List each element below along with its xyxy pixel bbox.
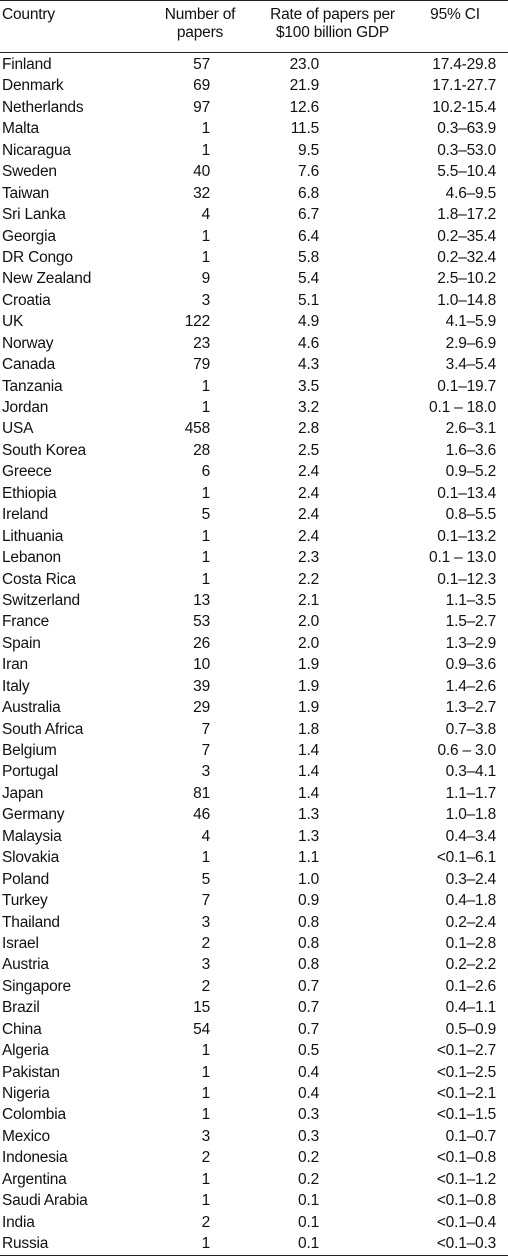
- cell-rate: 1.9: [298, 677, 319, 695]
- table-row: [0, 526, 508, 547]
- table-row: [0, 912, 508, 933]
- cell-country: Jordan: [2, 399, 49, 416]
- cell-papers: 3: [201, 291, 210, 309]
- header-country: [2, 6, 55, 24]
- cell-ci: 17.1-27.7: [432, 77, 496, 95]
- cell-country: Italy: [2, 677, 30, 695]
- cell-country: Sri Lanka: [2, 206, 66, 224]
- cell-rate: 1.3: [298, 827, 319, 845]
- cell-papers: 69: [193, 77, 210, 95]
- cell-rate: 1.4: [298, 784, 319, 802]
- cell-rate: 0.4: [298, 1063, 319, 1081]
- cell-rate: 0.7: [298, 1020, 319, 1038]
- table-row: [0, 333, 508, 354]
- cell-papers: 1: [201, 1170, 210, 1188]
- cell-ci: <0.1–0.8: [436, 1192, 496, 1210]
- table-row: [0, 783, 508, 804]
- cell-papers: 57: [193, 56, 210, 73]
- cell-papers: 1: [201, 1192, 210, 1210]
- cell-rate: 6.7: [298, 206, 319, 224]
- cell-papers: 3: [201, 956, 210, 974]
- cell-rate: 0.2: [298, 1170, 319, 1188]
- cell-country: Sweden: [2, 163, 57, 181]
- cell-rate: 6.8: [298, 184, 319, 202]
- cell-ci: 0.8–5.5: [445, 506, 496, 524]
- table-row: [0, 869, 508, 890]
- cell-country: Norway: [2, 334, 54, 352]
- cell-papers: 15: [193, 999, 210, 1017]
- table-row: [0, 1169, 508, 1190]
- cell-country: Canada: [2, 356, 56, 374]
- table-row: [0, 590, 508, 611]
- cell-ci: <0.1–6.1: [436, 849, 496, 867]
- cell-ci: 0.1–2.8: [445, 934, 496, 952]
- cell-country: Israel: [2, 934, 39, 952]
- cell-country: Russia: [2, 1235, 49, 1253]
- table-row: [0, 633, 508, 654]
- cell-rate: 11.5: [290, 120, 319, 138]
- cell-country: Greece: [2, 463, 52, 481]
- cell-papers: 32: [193, 184, 210, 202]
- cell-rate: 23.0: [289, 56, 319, 73]
- table-row: [0, 761, 508, 782]
- cell-rate: 2.4: [298, 506, 319, 524]
- cell-papers: 28: [193, 441, 210, 459]
- cell-rate: 2.0: [298, 613, 319, 631]
- cell-papers: 1: [201, 1085, 210, 1102]
- cell-ci: 0.1–0.7: [445, 1127, 496, 1145]
- cell-country: Finland: [2, 56, 52, 73]
- cell-ci: 2.9–6.9: [445, 334, 496, 352]
- cell-country: DR Congo: [2, 248, 73, 266]
- cell-rate: 7.6: [298, 163, 319, 181]
- cell-rate: 2.1: [298, 591, 319, 609]
- cell-country: Colombia: [2, 1106, 66, 1124]
- cell-ci: 4.6–9.5: [445, 184, 496, 202]
- header-rate: [245, 6, 420, 42]
- cell-papers: 53: [193, 613, 210, 631]
- cell-rate: 0.3: [298, 1127, 319, 1145]
- table-row: [0, 376, 508, 397]
- header-divider-rule: [0, 52, 508, 53]
- cell-ci: 0.9–3.6: [445, 656, 496, 674]
- table-row: [0, 1062, 508, 1083]
- cell-country: Costa Rica: [2, 570, 76, 588]
- cell-rate: 2.3: [298, 549, 319, 567]
- cell-rate: 0.7: [298, 999, 319, 1017]
- cell-papers: 7: [201, 892, 210, 910]
- cell-rate: 4.9: [298, 313, 319, 331]
- cell-ci: 0.4–3.4: [445, 827, 496, 845]
- cell-papers: 1: [201, 570, 210, 588]
- cell-papers: 1: [201, 377, 210, 395]
- cell-rate: 5.4: [298, 270, 319, 288]
- cell-rate: 2.4: [298, 527, 319, 545]
- cell-ci: 5.5–10.4: [437, 163, 496, 181]
- cell-ci: 0.2–2.2: [445, 956, 496, 974]
- cell-ci: 1.3–2.9: [445, 634, 496, 652]
- cell-ci: 0.9–5.2: [445, 463, 496, 481]
- cell-country: Switzerland: [2, 591, 80, 609]
- cell-ci: 1.1–1.7: [445, 784, 496, 802]
- table-row: [0, 97, 508, 118]
- cell-country: USA: [2, 420, 34, 438]
- cell-country: Malta: [2, 120, 39, 138]
- cell-papers: 40: [193, 163, 210, 181]
- cell-rate: 21.9: [289, 77, 319, 95]
- cell-rate: 0.2: [298, 1149, 319, 1167]
- header-ci-label: 95% CI: [430, 6, 480, 23]
- table-top-rule: [0, 0, 508, 1]
- table-row: [0, 354, 508, 375]
- cell-ci: 1.3–2.7: [445, 699, 496, 717]
- cell-country: Germany: [2, 806, 65, 824]
- cell-ci: 0.2–32.4: [437, 248, 496, 266]
- cell-country: Slovakia: [2, 849, 59, 867]
- cell-papers: 1: [201, 141, 210, 159]
- cell-papers: 3: [201, 913, 210, 931]
- cell-rate: 0.9: [298, 892, 319, 910]
- cell-country: Brazil: [2, 999, 40, 1017]
- table-row: [0, 569, 508, 590]
- cell-ci: 0.6 – 3.0: [437, 742, 496, 759]
- cell-country: Lebanon: [2, 549, 61, 567]
- table-row: [0, 418, 508, 439]
- cell-ci: 10.2-15.4: [432, 98, 496, 116]
- cell-ci: 0.3–53.0: [437, 141, 496, 159]
- cell-ci: 0.7–3.8: [445, 720, 496, 738]
- cell-ci: 0.1–19.7: [437, 377, 496, 395]
- table-row: [0, 1040, 508, 1061]
- table-row: [0, 461, 508, 482]
- table-row: [0, 397, 508, 418]
- table-row: [0, 247, 508, 268]
- cell-papers: 5: [201, 870, 210, 888]
- table-row: [0, 611, 508, 632]
- header-country-label: Country: [2, 6, 55, 23]
- cell-rate: 0.1: [298, 1192, 319, 1210]
- cell-ci: 2.5–10.2: [437, 270, 496, 288]
- cell-rate: 0.8: [298, 956, 319, 974]
- header-rate-line2: $100 billion GDP: [275, 24, 390, 41]
- cell-country: Ethiopia: [2, 484, 57, 502]
- table-row: [0, 504, 508, 525]
- cell-ci: <0.1–2.5: [436, 1063, 496, 1081]
- cell-ci: 1.4–2.6: [445, 677, 496, 695]
- cell-rate: 2.4: [298, 463, 319, 481]
- cell-rate: 1.9: [298, 656, 319, 674]
- cell-papers: 122: [184, 313, 210, 331]
- cell-ci: 0.5–0.9: [445, 1020, 496, 1038]
- cell-ci: 17.4-29.8: [432, 56, 496, 73]
- cell-country: Argentina: [2, 1170, 67, 1188]
- cell-papers: 2: [201, 1213, 210, 1231]
- cell-rate: 4.6: [298, 334, 319, 352]
- cell-country: Tanzania: [2, 377, 63, 395]
- table-row: [0, 268, 508, 289]
- cell-country: China: [2, 1020, 42, 1038]
- table-row: [0, 440, 508, 461]
- cell-papers: 1: [201, 549, 210, 567]
- cell-rate: 0.8: [298, 913, 319, 931]
- cell-papers: 3: [201, 763, 210, 781]
- table-row: [0, 826, 508, 847]
- cell-country: Singapore: [2, 977, 71, 995]
- cell-rate: 1.4: [298, 742, 319, 759]
- cell-rate: 3.2: [298, 399, 319, 416]
- cell-rate: 5.1: [298, 291, 319, 309]
- table-row: [0, 740, 508, 761]
- table-row: [0, 697, 508, 718]
- cell-papers: 1: [201, 227, 210, 245]
- cell-papers: 46: [193, 806, 210, 824]
- cell-country: Mexico: [2, 1127, 50, 1145]
- cell-papers: 6: [201, 463, 210, 481]
- cell-rate: 2.4: [298, 484, 319, 502]
- cell-rate: 1.9: [298, 699, 319, 717]
- cell-ci: 0.1 – 18.0: [429, 399, 496, 416]
- cell-country: Nicaragua: [2, 141, 71, 159]
- table-row: [0, 290, 508, 311]
- cell-rate: 6.4: [298, 227, 319, 245]
- cell-country: Poland: [2, 870, 50, 888]
- cell-ci: 0.3–63.9: [437, 120, 496, 138]
- table-row: [0, 804, 508, 825]
- table-row: [0, 483, 508, 504]
- table-row: [0, 183, 508, 204]
- cell-papers: 1: [201, 120, 210, 138]
- cell-papers: 4: [201, 206, 210, 224]
- cell-papers: 23: [193, 334, 210, 352]
- table-row: [0, 654, 508, 675]
- cell-rate: 1.4: [298, 763, 319, 781]
- cell-country: Australia: [2, 699, 61, 717]
- cell-papers: 1: [201, 1042, 210, 1060]
- cell-ci: 0.3–2.4: [445, 870, 496, 888]
- cell-country: Nigeria: [2, 1085, 50, 1102]
- cell-rate: 0.8: [298, 934, 319, 952]
- table-row: [0, 847, 508, 868]
- cell-papers: 97: [193, 98, 210, 116]
- table-row: [0, 1233, 508, 1254]
- cell-country: Ireland: [2, 506, 48, 524]
- cell-country: France: [2, 613, 50, 631]
- cell-country: Indonesia: [2, 1149, 68, 1167]
- cell-papers: 29: [193, 699, 210, 717]
- cell-country: Algeria: [2, 1042, 49, 1060]
- cell-rate: 5.8: [298, 248, 319, 266]
- table-row: [0, 54, 508, 75]
- table-row: [0, 890, 508, 911]
- header-papers-line2: papers: [176, 24, 224, 41]
- cell-papers: 54: [193, 1020, 210, 1038]
- cell-papers: 1: [201, 399, 210, 416]
- cell-ci: 1.8–17.2: [437, 206, 496, 224]
- table-row: [0, 226, 508, 247]
- cell-country: Croatia: [2, 291, 51, 309]
- table-row: [0, 1019, 508, 1040]
- cell-rate: 1.3: [298, 806, 319, 824]
- cell-papers: 39: [193, 677, 210, 695]
- table-row: [0, 204, 508, 225]
- cell-rate: 2.5: [298, 441, 319, 459]
- table-row: [0, 161, 508, 182]
- table-row: [0, 140, 508, 161]
- cell-papers: 2: [201, 934, 210, 952]
- cell-ci: <0.1–1.2: [436, 1170, 496, 1188]
- table-row: [0, 75, 508, 96]
- cell-ci: 1.5–2.7: [445, 613, 496, 631]
- cell-papers: 26: [193, 634, 210, 652]
- cell-ci: <0.1–2.7: [436, 1042, 496, 1060]
- cell-country: Japan: [2, 784, 44, 802]
- cell-ci: <0.1–2.1: [436, 1085, 496, 1102]
- table-row: [0, 311, 508, 332]
- cell-ci: 0.1–13.4: [437, 484, 496, 502]
- cell-ci: 0.4–1.8: [445, 892, 496, 910]
- cell-papers: 5: [201, 506, 210, 524]
- cell-country: New Zealand: [2, 270, 92, 288]
- cell-country: Portugal: [2, 763, 59, 781]
- table-row: [0, 676, 508, 697]
- cell-ci: 0.1–13.2: [437, 527, 496, 545]
- cell-country: Saudi Arabia: [2, 1192, 88, 1210]
- cell-papers: 1: [201, 484, 210, 502]
- cell-rate: 0.1: [298, 1213, 319, 1231]
- cell-papers: 2: [201, 1149, 210, 1167]
- cell-country: Spain: [2, 634, 41, 652]
- table-body: [0, 54, 508, 1255]
- cell-rate: 9.5: [298, 141, 319, 159]
- cell-papers: 10: [193, 656, 210, 674]
- header-papers-line1: Number of: [164, 6, 236, 23]
- cell-papers: 7: [201, 742, 210, 759]
- cell-papers: 1: [201, 248, 210, 266]
- table-row: [0, 1104, 508, 1125]
- cell-ci: <0.1–0.4: [436, 1213, 496, 1231]
- cell-ci: 0.4–1.1: [445, 999, 496, 1017]
- cell-country: Thailand: [2, 913, 60, 931]
- cell-country: Georgia: [2, 227, 56, 245]
- cell-country: UK: [2, 313, 24, 331]
- cell-ci: <0.1–0.8: [436, 1149, 496, 1167]
- cell-papers: 1: [201, 1106, 210, 1124]
- table-row: [0, 997, 508, 1018]
- cell-ci: 0.1–12.3: [437, 570, 496, 588]
- cell-ci: 4.1–5.9: [445, 313, 496, 331]
- cell-ci: 1.0–14.8: [437, 291, 496, 309]
- cell-rate: 0.1: [298, 1235, 319, 1253]
- cell-papers: 2: [201, 977, 210, 995]
- cell-rate: 0.3: [298, 1106, 319, 1124]
- cell-papers: 3: [201, 1127, 210, 1145]
- table-row: [0, 1212, 508, 1233]
- cell-ci: <0.1–0.3: [436, 1235, 496, 1253]
- header-rate-line1: Rate of papers per: [270, 6, 395, 23]
- cell-papers: 4: [201, 827, 210, 845]
- cell-rate: 2.8: [298, 420, 319, 438]
- cell-rate: 2.0: [298, 634, 319, 652]
- cell-country: India: [2, 1213, 35, 1231]
- cell-papers: 1: [201, 1235, 210, 1253]
- cell-country: South Korea: [2, 441, 86, 459]
- cell-country: Lithuania: [2, 527, 64, 545]
- cell-country: South Africa: [2, 720, 84, 738]
- table-row: [0, 1190, 508, 1211]
- header-ci: [405, 6, 505, 24]
- cell-papers: 81: [193, 784, 210, 802]
- cell-rate: 1.1: [298, 849, 319, 867]
- table-row: [0, 976, 508, 997]
- cell-country: Pakistan: [2, 1063, 60, 1081]
- cell-papers: 1: [201, 527, 210, 545]
- cell-rate: 3.5: [298, 377, 319, 395]
- cell-papers: 458: [184, 420, 210, 438]
- cell-country: Turkey: [2, 892, 48, 910]
- cell-ci: 0.1–2.6: [445, 977, 496, 995]
- cell-country: Belgium: [2, 742, 57, 759]
- cell-ci: 0.2–35.4: [437, 227, 496, 245]
- cell-papers: 13: [193, 591, 210, 609]
- cell-rate: 12.6: [289, 98, 319, 116]
- cell-papers: 1: [201, 1063, 210, 1081]
- cell-ci: <0.1–1.5: [436, 1106, 496, 1124]
- cell-ci: 1.6–3.6: [445, 441, 496, 459]
- cell-rate: 1.0: [298, 870, 319, 888]
- cell-rate: 1.8: [298, 720, 319, 738]
- cell-country: Taiwan: [2, 184, 50, 202]
- table-row: [0, 1083, 508, 1104]
- cell-papers: 9: [201, 270, 210, 288]
- cell-ci: 0.3–4.1: [445, 763, 496, 781]
- cell-ci: 1.0–1.8: [445, 806, 496, 824]
- table-row: [0, 118, 508, 139]
- table-row: [0, 1126, 508, 1147]
- cell-ci: 1.1–3.5: [445, 591, 496, 609]
- cell-papers: 1: [201, 849, 210, 867]
- table-row: [0, 719, 508, 740]
- cell-ci: 2.6–3.1: [445, 420, 496, 438]
- cell-papers: 79: [193, 356, 210, 374]
- cell-rate: 0.7: [298, 977, 319, 995]
- table-row: [0, 547, 508, 568]
- cell-country: Netherlands: [2, 98, 84, 116]
- table-row: [0, 933, 508, 954]
- table-row: [0, 954, 508, 975]
- cell-rate: 0.4: [298, 1085, 319, 1102]
- cell-rate: 4.3: [298, 356, 319, 374]
- cell-country: Denmark: [2, 77, 64, 95]
- table-row: [0, 1147, 508, 1168]
- cell-ci: 0.2–2.4: [445, 913, 496, 931]
- cell-rate: 2.2: [298, 570, 319, 588]
- header-number-of-papers: [150, 6, 250, 42]
- cell-rate: 0.5: [298, 1042, 319, 1060]
- cell-ci: 3.4–5.4: [445, 356, 496, 374]
- cell-ci: 0.1 – 13.0: [429, 549, 496, 567]
- cell-country: Malaysia: [2, 827, 62, 845]
- cell-papers: 7: [201, 720, 210, 738]
- cell-country: Austria: [2, 956, 49, 974]
- cell-country: Iran: [2, 656, 28, 674]
